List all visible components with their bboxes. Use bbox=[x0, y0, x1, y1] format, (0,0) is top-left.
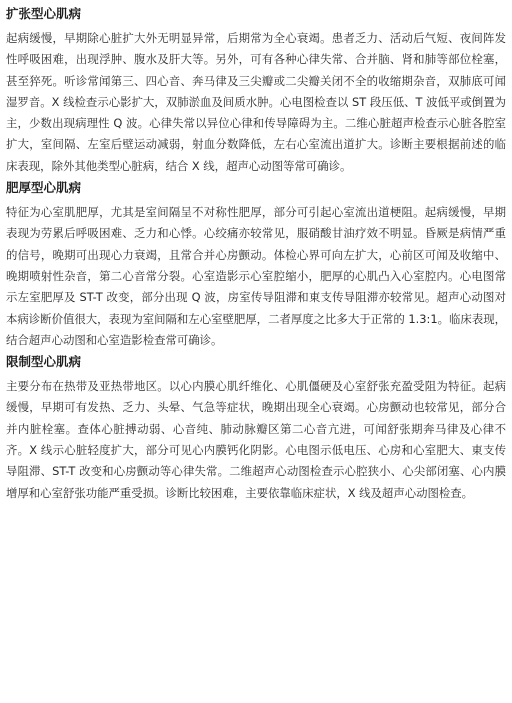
section-body: 主要分布在热带及亚热带地区。以心内膜心肌纤维化、心肌僵硬及心室舒张充盈受阻为特征。起病缓慢，早期可有发热、乏力、头晕、气急等症状，晚期出现全心衰竭。心房颤动也较常见，部分合并内脏栓塞。查体心脏搏动弱、心音纯、肺动脉瓣区第二心音亢进，可闻舒张期奔马律及心律不齐。X 线示心脏轻度扩大，部分可见心内膜钙化阴影。心电图示低电压、心房和心室肥大、東支传导阻滞、ST-T 改变和心房颤动等心律失常。二维超声心动图检查示心腔狭小、心尖部闭塞、心内膜增厚和心室舒张功能严重受损。诊断比较困难，主要依靠临床症状，X 线及超声心动图检查。 bbox=[6, 379, 506, 500]
section-hypertrophic-cardiomyopathy bbox=[6, 179, 506, 351]
section-body: 特征为心室肌肥厚，尤其是室间隔呈不对称性肥厚，部分可引起心室流出道梗阻。起病缓慢，早期表现为劳累后呼吸困难、乏力和心悸。心绞痛亦较常见，服硝酸甘油疗效不明显。昏厥是病情严重的信号，晚期可出现心力衰竭，且常合并心房颤动。体检心界可向左扩大，心前区可闻及收缩中、晚期喷射性杂音，第二心音常分裂。心室造影示心室腔缩小，肥厚的心肌凸入心室腔内。心电图常示左室肥厚及 ST-T 改变，部分出现 Q 波，房室传导阻滞和東支传导阻滞亦较常见。超声心动图对本病诊断价值很大，表现为室间隔和左心室壁肥厚，二者厚度之比多大于正常的 1.3:1。临床表现，结合超声心动图和心室造影检查常可确诊。 bbox=[6, 205, 506, 347]
section-body: 起病缓慢，早期除心脏扩大外无明显异常，后期常为全心衰竭。患者乏力、活动后气短、夜间阵发性呼吸困难，出现浮肿、腹水及肝大等。另外，可有各种心律失常、合并脑、肾和肺等部位栓塞，甚至猝死。听诊常闻第三、四心音、奔马律及三尖瓣或二尖瓣关闭不全的收缩期杂音，双肺底可闻湿罗音。X 线检查示心影扩大，双肺淤血及间质水肿。心电图检查以 ST 段压低、T 波低平或倒置为主，少数出现病理性 Q 波。心律失常以异位心律和传导障碍为主。二维心脏超声检查示心脏各腔室扩大，室间隔、左室后壁运动减弱，射血分数降低，左右心室流出道扩大。诊断主要根据前述的临床表现，除外其他类型心脏病，结合 X 线，超声心动图等常可确诊。 bbox=[6, 31, 506, 173]
section-dilated-cardiomyopathy bbox=[6, 5, 506, 177]
section-restrictive-cardiomyopathy bbox=[6, 353, 506, 504]
section-heading: 限制型心肌病 bbox=[6, 354, 82, 370]
section-heading: 肥厚型心肌病 bbox=[6, 180, 82, 196]
section-heading: 扩张型心肌病 bbox=[6, 6, 82, 21]
